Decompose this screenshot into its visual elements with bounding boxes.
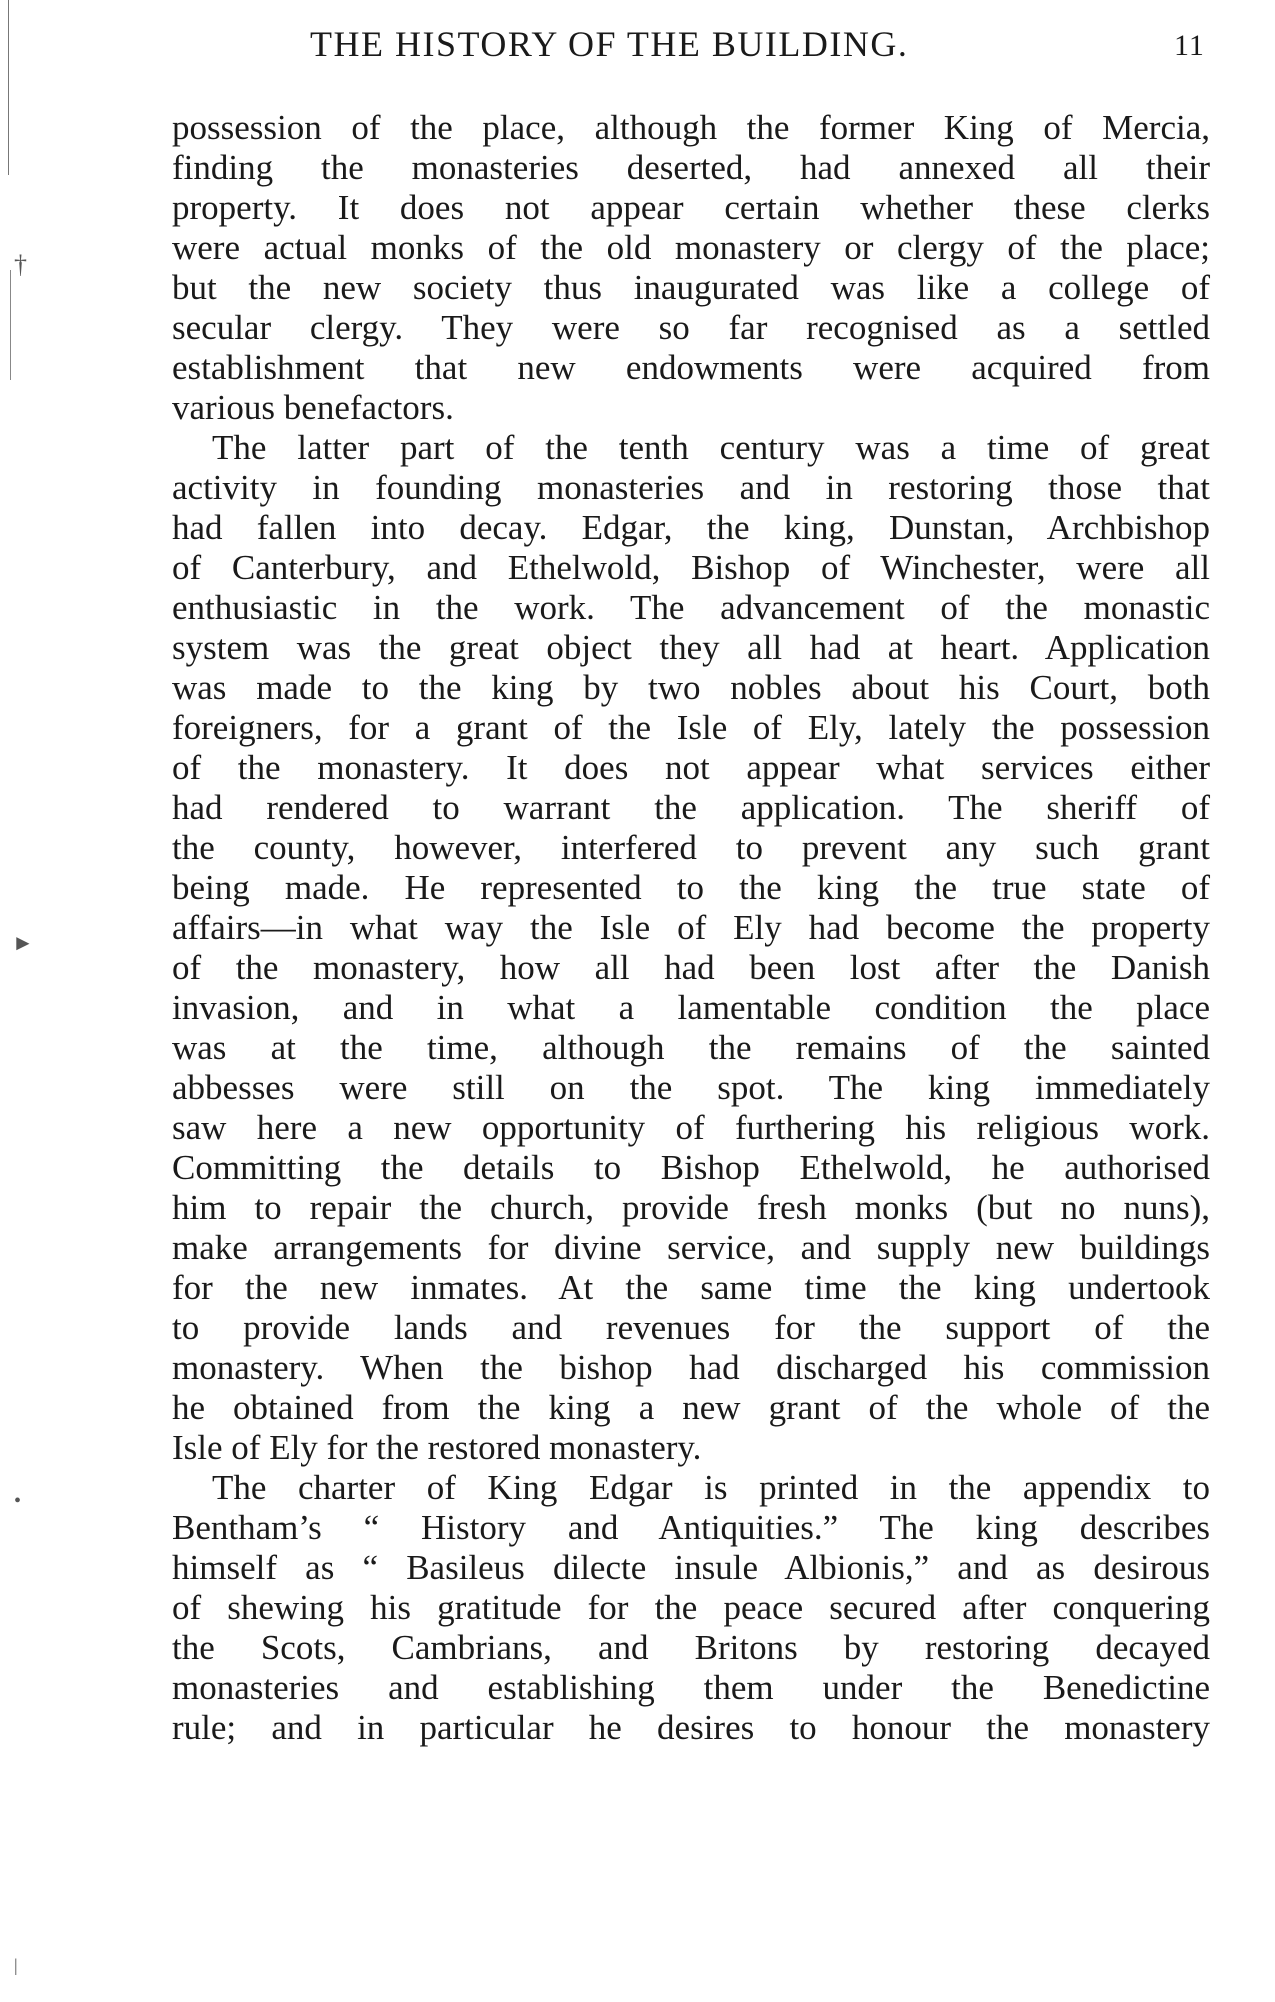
text-line: had rendered to warrant the application. The sheriff of <box>172 788 1210 827</box>
text-line: activity in founding monasteries and in restoring those that <box>172 468 1210 507</box>
text-line: various benefactors. <box>172 388 454 427</box>
text-line: Committing the details to Bishop Ethelwold, he authorised <box>172 1148 1210 1187</box>
text-line: him to repair the church, provide fresh monks (but no nuns), <box>172 1188 1210 1227</box>
text-line: foreigners, for a grant of the Isle of Ely, lately the possession <box>172 708 1210 747</box>
text-line: Isle of Ely for the restored monastery. <box>172 1428 702 1467</box>
text-line: of the monastery. It does not appear what services either <box>172 748 1210 787</box>
text-line: system was the great object they all had at heart. Application <box>172 628 1210 667</box>
page-number: 11 <box>1174 29 1205 62</box>
text-line: had fallen into decay. Edgar, the king, Dunstan, Archbishop <box>172 508 1210 547</box>
scan-edge-line <box>10 270 11 380</box>
text-line: he obtained from the king a new grant of the whole of the <box>172 1388 1210 1427</box>
text-line: make arrangements for divine service, and supply new buildings <box>172 1228 1210 1267</box>
text-line: invasion, and in what a lamentable condition the place <box>172 988 1210 1027</box>
text-line: monasteries and establishing them under the Benedictine <box>172 1668 1210 1707</box>
text-line: possession of the place, although the former King of Mercia, <box>172 108 1210 147</box>
text-line: the county, however, interfered to prevent any such grant <box>172 828 1210 867</box>
text-line: finding the monasteries deserted, had annexed all their <box>172 148 1210 187</box>
margin-speck-icon: † <box>14 250 27 279</box>
margin-speck-icon: ► <box>12 930 34 955</box>
text-line: monastery. When the bishop had discharged his commission <box>172 1348 1210 1387</box>
text-line: being made. He represented to the king the true state of <box>172 868 1210 907</box>
text-line: affairs—in what way the Isle of Ely had become the property <box>172 908 1210 947</box>
text-line: Bentham’s “ History and Antiquities.” The king describes <box>172 1508 1210 1547</box>
text-line: was at the time, although the remains of the sainted <box>172 1028 1210 1067</box>
text-line: property. It does not appear certain whether these clerks <box>172 188 1210 227</box>
running-head: THE HISTORY OF THE BUILDING. <box>310 24 909 64</box>
text-line: establishment that new endowments were acquired from <box>172 348 1210 387</box>
margin-speck-icon: | <box>14 1955 18 1975</box>
text-line: to provide lands and revenues for the support of the <box>172 1308 1210 1347</box>
text-line: of the monastery, how all had been lost after the Danish <box>172 948 1210 987</box>
text-line: The charter of King Edgar is printed in the appendix to <box>212 1468 1210 1507</box>
text-line: were actual monks of the old monastery or clergy of the place; <box>172 228 1210 267</box>
text-line: but the new society thus inaugurated was like a college of <box>172 268 1210 307</box>
text-line: the Scots, Cambrians, and Britons by restoring decayed <box>172 1628 1210 1667</box>
text-line: secular clergy. They were so far recognised as a settled <box>172 308 1210 347</box>
scan-edge-line <box>8 0 9 175</box>
text-line: for the new inmates. At the same time the king undertook <box>172 1268 1210 1307</box>
text-line: rule; and in particular he desires to honour the monastery <box>172 1708 1210 1747</box>
text-line: was made to the king by two nobles about his Court, both <box>172 668 1210 707</box>
body-text <box>172 108 1210 1748</box>
text-line: abbesses were still on the spot. The king immediately <box>172 1068 1210 1107</box>
text-line: enthusiastic in the work. The advancement of the monastic <box>172 588 1210 627</box>
text-line: himself as “ Basileus dilecte insule Albionis,” and as desirous <box>172 1548 1210 1587</box>
text-line: saw here a new opportunity of furthering his religious work. <box>172 1108 1210 1147</box>
text-line: The latter part of the tenth century was a time of great <box>212 428 1210 467</box>
text-line: of shewing his gratitude for the peace secured after conquering <box>172 1588 1210 1627</box>
margin-speck-icon: • <box>14 1490 22 1512</box>
text-line: of Canterbury, and Ethelwold, Bishop of Winchester, were all <box>172 548 1210 587</box>
